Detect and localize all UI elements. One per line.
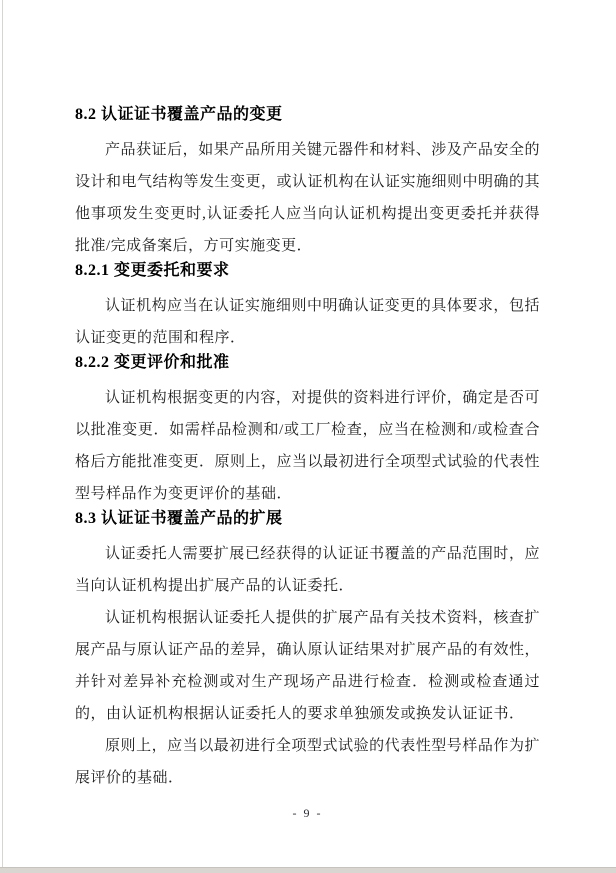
page-left-edge-line <box>2 0 3 873</box>
page-content <box>75 104 540 821</box>
section-8-3-paragraph-1: 认证委托人需要扩展已经获得的认证证书覆盖的产品范围时，应当向认证机构提出扩展产品的认证委托． <box>75 546 540 594</box>
section-8-2-2-paragraph: 认证机构根据变更的内容，对提供的资料进行评价，确定是否可以批准变更．如需样品检测和/或工厂检查，应当在检测和/或检查合格后方能批准变更．原则上，应当以最初进行全项型式试验的代表性型号样品作为变更评价的基础． <box>75 390 541 502</box>
section-heading-8-2-2: 8.2.2 变更评价和批准 <box>75 354 230 371</box>
page-number: - 9 - <box>292 806 323 820</box>
section-8-3-paragraph-3: 原则上，应当以最初进行全项型式试验的代表性型号样品作为扩展评价的基础． <box>75 738 540 786</box>
section-heading-8-2-1: 8.2.1 变更委托和要求 <box>75 262 230 279</box>
section-heading-8-3: 8.3 认证证书覆盖产品的扩展 <box>75 510 283 527</box>
page-bottom-edge-strip <box>0 867 616 873</box>
section-heading-8-2: 8.2 认证证书覆盖产品的变更 <box>75 106 283 123</box>
section-8-2-paragraph: 产品获证后，如果产品所用关键元器件和材料、涉及产品安全的设计和电气结构等发生变更，或认证机构在认证实施细则中明确的其他事项发生变更时,认证委托人应当向认证机构提出变更委托并获得批准/完成备案后，方可实施变更． <box>75 142 541 254</box>
section-8-3-paragraph-2: 认证机构根据认证委托人提供的扩展产品有关技术资料，核查扩展产品与原认证产品的差异，确认原认证结果对扩展产品的有效性，并针对差异补充检测或对生产现场产品进行检查．检测或检查通过的，由认证机构根据认证委托人的要求单独颁发或换发认证证书． <box>75 610 541 722</box>
section-8-2-1-paragraph: 认证机构应当在认证实施细则中明确认证变更的具体要求，包括认证变更的范围和程序． <box>75 298 540 346</box>
